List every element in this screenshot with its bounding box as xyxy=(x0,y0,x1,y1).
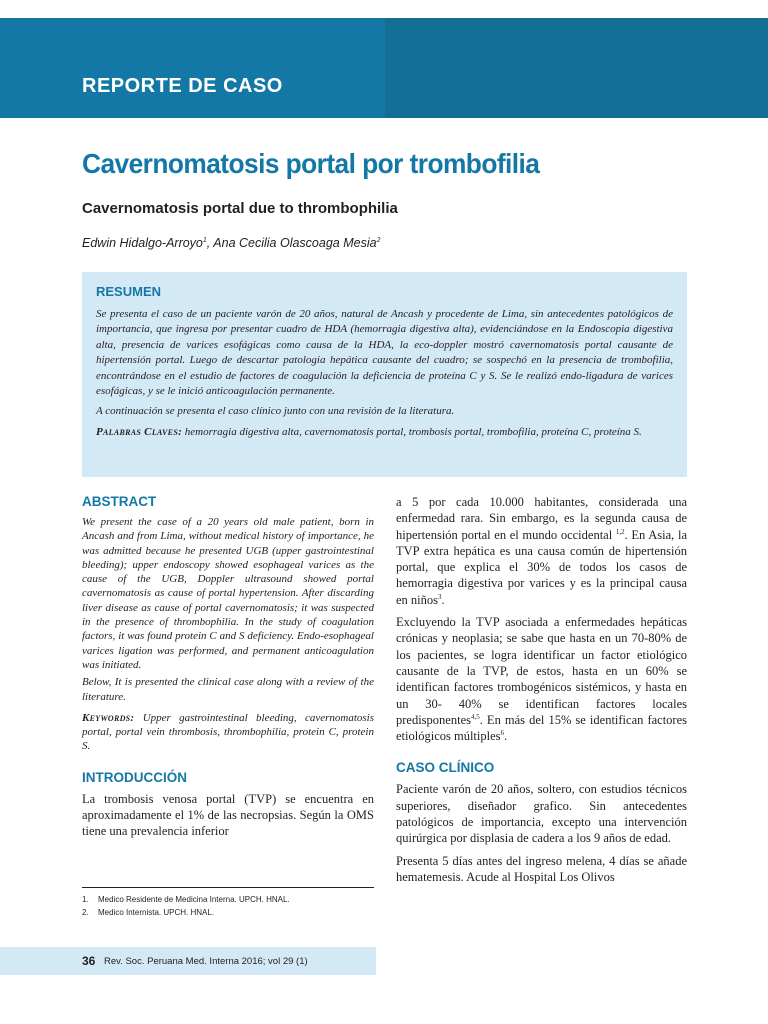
left-column xyxy=(82,494,374,846)
footnotes xyxy=(82,893,382,919)
resumen-paragraph: Se presenta el caso de un paciente varón de 20 años, natural de Ancash y procedente de Lima, sin antecedentes patológicos de importancia, que ingresa por presentar cuadro de HDA (hemorragia digestiva alta), evidenciándose en la Endoscopia digestiva alta, presencia de varices esofágicas como causa de la HDA, la eco-doppler mostró cavernomatosis portal causante de hipertensión portal. Luego de descartar patologia hepática causante del cuadro; se sospechó en la presencia de trombofilia, encontrándose en el estudio de factores de coagulación la deficiencia de proteína C y S. Se le realizó endo-ligadura de varices esofágicas, y se le inició anticoagulación permanente. xyxy=(96,308,673,398)
footnote-divider xyxy=(82,887,374,888)
resumen-keywords xyxy=(96,425,673,440)
article-subtitle: Cavernomatosis portal due to thrombophilia xyxy=(82,200,398,217)
introduccion-paragraph: La trombosis venosa portal (TVP) se encuentra en aproximadamente el 1% de las necropsias. Según la OMS tiene una prevalencia inferior xyxy=(82,791,374,839)
right-column xyxy=(396,494,687,891)
article-title: Cavernomatosis portal por trombofilia xyxy=(82,148,540,179)
footnote-number: 1. xyxy=(82,895,89,904)
caso-clinico-heading: CASO CLÍNICO xyxy=(396,760,495,776)
keywords-label: Palabras Claves: xyxy=(96,425,183,438)
footnote-item xyxy=(82,893,382,906)
page-number: 36 xyxy=(82,954,96,968)
abstract-paragraph: We present the case of a 20 years old male patient, born in Ancash and from Lima, without medical history of importance, he was admitted because he presented UGB (upper gastrointestinal bleeding); upper endoscopy showed esophageal varices as the cause of the UGB, Doppler ultrasound showed portal cavernomatosis as cause of portal hypertension. After discarding liver disease as cause of portal cavernomatosis; it was suspected in the presence of thrombophilia. In the study of coagulation factors, it was found protein C and S deficiency. Endo-esophageal varices ligation was performed, and permanent anticoagulation was initiated. xyxy=(82,516,374,671)
section-label: REPORTE DE CASO xyxy=(82,75,283,97)
author-name: Edwin Hidalgo-Arroyo xyxy=(82,236,203,250)
resumen-paragraph: A continuación se presenta el caso clínico junto con una revisión de la literatura. xyxy=(96,405,455,418)
abstract-paragraph: Below, It is presented the clinical case along with a review of the literature. xyxy=(82,676,374,703)
footnote-text: Medico Internista. UPCH. HNAL. xyxy=(98,908,215,917)
abstract-keywords xyxy=(82,711,374,754)
resumen-heading: RESUMEN xyxy=(96,284,162,299)
author-name: Ana Cecilia Olascoaga Mesia xyxy=(213,236,377,250)
body-paragraph xyxy=(396,614,687,744)
author-affiliation-mark: 1 xyxy=(202,236,207,244)
footnote-item xyxy=(82,906,382,919)
journal-citation: Rev. Soc. Peruana Med. Interna 2016; vol 29 (1) xyxy=(104,956,308,967)
header-banner-accent xyxy=(385,18,768,118)
keywords-label: Keywords: xyxy=(82,711,135,724)
authors-line xyxy=(82,236,380,250)
footnote-number: 2. xyxy=(82,908,89,917)
text-run: . En más del 15% se identifican factores etiológicos múltiples xyxy=(396,712,687,744)
caso-clinico-paragraph: Presenta 5 días antes del ingreso melena, 4 días se añade hematemesis. Acude al Hospital Los Olivos xyxy=(396,853,687,884)
text-run: . xyxy=(504,729,508,744)
keywords-list: hemorragia digestiva alta, cavernomatosis portal, trombosis portal, trombofilia, proteína C, proteína S. xyxy=(184,425,642,438)
body-paragraph xyxy=(396,494,687,608)
text-run: Excluyendo la TVP asociada a enfermedades hepáticas crónicas y neoplasia; se sabe que hasta en un 70-80% de los pacientes, se logra identificar un factor etiológico causante de la TVP, de estos, hasta en un 60% se identifican factores trombogénicos sistémicos, y hasta en un 30- 40% se identifican factores locales predisponentes xyxy=(396,615,687,727)
resumen-box xyxy=(82,272,687,477)
text-run: . En Asia, la TVP extra hepática es una causa común de hipertensión portal, que explica el 30% de todos los casos de hemorragia digestiva por varices y es la principal causa en niños xyxy=(396,527,687,607)
citation-mark: 6 xyxy=(500,729,505,737)
caso-clinico-paragraph: Paciente varón de 20 años, soltero, con estudios técnicos superiores, diseñador grafico. Sin antecedentes patológicos de importancia, excepto una intervención quirúrgica por displasia de cadera a los 9 años de edad. xyxy=(396,782,687,846)
header-banner xyxy=(0,18,385,118)
text-run: . xyxy=(441,592,445,607)
author-separator: , xyxy=(206,236,214,250)
citation-mark: 3 xyxy=(438,592,442,601)
citation-mark: 4,5 xyxy=(470,712,480,721)
citation-mark: 1,2 xyxy=(615,527,625,536)
introduccion-heading: INTRODUCCIÓN xyxy=(82,769,187,785)
author-affiliation-mark: 2 xyxy=(376,236,381,244)
abstract-heading: ABSTRACT xyxy=(82,494,157,509)
keywords-list: Upper gastrointestinal bleeding, cavernomatosis portal, portal vein thrombosis, thrombophilia, protein C, protein S. xyxy=(82,711,374,753)
text-run: a 5 por cada 10.000 habitantes, considerada una enfermedad rara. Sin embargo, es la segunda causa de hipertensión portal en el mundo occidental xyxy=(396,495,687,542)
footnote-text: Medico Residente de Medicina Interna. UPCH. HNAL. xyxy=(98,895,290,904)
